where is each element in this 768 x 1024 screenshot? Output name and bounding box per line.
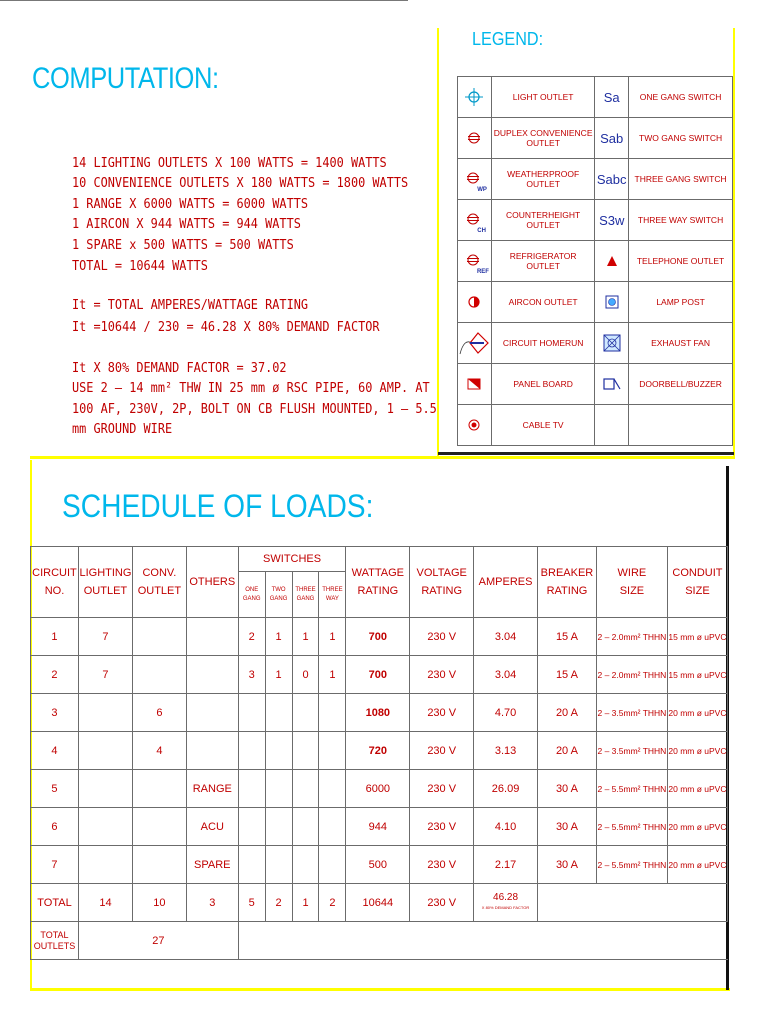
cell-conduit: 15 mm ø uPVC: [667, 656, 727, 694]
wp-subscript: WP: [477, 187, 487, 193]
computation-line: 1 RANGE X 6000 WATTS = 6000 WATTS: [72, 196, 309, 212]
header-two-gang: TWO GANG: [265, 572, 292, 618]
cell-watt: 700: [346, 618, 410, 656]
doorbell-buzzer-icon: [595, 364, 629, 405]
telephone-outlet-icon: [595, 241, 629, 282]
legend-row: [458, 364, 733, 405]
legend-row: [458, 200, 733, 241]
cell-conv: 6: [132, 694, 186, 732]
total-s4: 2: [319, 884, 346, 922]
header-three-way: THREE WAY: [319, 572, 346, 618]
computation-line: USE 2 – 14 mm² THW IN 25 mm ø RSC PIPE, 60 AMP. AT: [72, 380, 430, 396]
cell-no: 6: [31, 808, 79, 846]
cell-light: 7: [78, 618, 132, 656]
header-others: OTHERS: [186, 547, 238, 618]
legend-label: DUPLEX CONVENIENCE OUTLET: [491, 118, 594, 159]
cell-s2: 1: [265, 656, 292, 694]
counterheight-outlet-icon: [458, 200, 492, 241]
cell-s1: [238, 808, 265, 846]
legend-empty: [595, 405, 629, 446]
table-row: [31, 770, 728, 808]
lamp-post-icon: [595, 282, 629, 323]
legend-label: ONE GANG SWITCH: [629, 77, 733, 118]
cell-s2: [265, 694, 292, 732]
cell-conv: [132, 618, 186, 656]
cell-conduit: 20 mm ø uPVC: [667, 808, 727, 846]
legend-label: EXHAUST FAN: [629, 323, 733, 364]
legend-label: PANEL BOARD: [491, 364, 594, 405]
legend-label: AIRCON OUTLET: [491, 282, 594, 323]
switch-symbol: Sa: [595, 77, 629, 118]
switch-symbol: S3w: [595, 200, 629, 241]
legend-row: [458, 241, 733, 282]
header-voltage: VOLTAGE RATING: [410, 547, 474, 618]
header-three-gang: THREE GANG: [292, 572, 319, 618]
cell-wire: 2 – 5.5mm² THHN: [596, 770, 667, 808]
cell-watt: 6000: [346, 770, 410, 808]
cell-conduit: 20 mm ø uPVC: [667, 770, 727, 808]
legend-row: [458, 405, 733, 446]
legend-label: CIRCUIT HOMERUN: [491, 323, 594, 364]
computation-line: 10 CONVENIENCE OUTLETS X 180 WATTS = 1800 WATTS: [72, 175, 409, 191]
cell-brk: 30 A: [538, 770, 597, 808]
legend-label: COUNTERHEIGHT OUTLET: [491, 200, 594, 241]
cell-wire: 2 – 5.5mm² THHN: [596, 808, 667, 846]
header-wire: WIRE SIZE: [596, 547, 667, 618]
cell-brk: 30 A: [538, 808, 597, 846]
schedule-title: SCHEDULE OF LOADS:: [62, 488, 374, 524]
computation-line: 1 AIRCON X 944 WATTS = 944 WATTS: [72, 216, 301, 232]
cell-volt: 230 V: [410, 808, 474, 846]
cell-watt: 944: [346, 808, 410, 846]
computation-line: mm GROUND WIRE: [72, 421, 173, 437]
cell-s4: [319, 732, 346, 770]
cell-conv: [132, 808, 186, 846]
header-conv: CONV. OUTLET: [132, 547, 186, 618]
total-outlets-label: TOTAL OUTLETS: [31, 922, 79, 960]
table-row: [31, 656, 728, 694]
computation-rule: [0, 0, 408, 1]
cell-s3: [292, 770, 319, 808]
refrigerator-outlet-icon: [458, 241, 492, 282]
cell-s2: [265, 770, 292, 808]
table-row: [31, 694, 728, 732]
total-voltage: 230 V: [410, 884, 474, 922]
cell-conv: 4: [132, 732, 186, 770]
cell-s2: [265, 808, 292, 846]
cell-amp: 4.10: [474, 808, 538, 846]
cell-s1: [238, 770, 265, 808]
cell-amp: 4.70: [474, 694, 538, 732]
cell-volt: 230 V: [410, 694, 474, 732]
cell-volt: 230 V: [410, 618, 474, 656]
legend-label: TWO GANG SWITCH: [629, 118, 733, 159]
schedule-border-bottom: [30, 988, 730, 991]
cell-amp: 2.17: [474, 846, 538, 884]
cell-s3: 1: [292, 618, 319, 656]
cell-s2: [265, 846, 292, 884]
switch-symbol: Sabc: [595, 159, 629, 200]
computation-title: COMPUTATION:: [32, 62, 219, 95]
header-conduit: CONDUIT SIZE: [667, 547, 727, 618]
header-lighting: LIGHTING OUTLET: [78, 547, 132, 618]
legend-label: LAMP POST: [629, 282, 733, 323]
cell-volt: 230 V: [410, 732, 474, 770]
cell-s3: 0: [292, 656, 319, 694]
light-outlet-icon: [458, 77, 492, 118]
total-outlets-value: 27: [78, 922, 238, 960]
cell-others: [186, 618, 238, 656]
aircon-outlet-icon: [458, 282, 492, 323]
cell-amp: 3.04: [474, 618, 538, 656]
exhaust-fan-icon: [595, 323, 629, 364]
legend-border-left: [437, 28, 439, 456]
cell-brk: 15 A: [538, 618, 597, 656]
header-amperes: AMPERES: [474, 547, 538, 618]
cell-volt: 230 V: [410, 846, 474, 884]
cell-watt: 700: [346, 656, 410, 694]
cell-amp: 3.13: [474, 732, 538, 770]
cell-no: 4: [31, 732, 79, 770]
cell-light: [78, 770, 132, 808]
legend-label: CABLE TV: [491, 405, 594, 446]
total-lighting: 14: [78, 884, 132, 922]
cell-watt: 500: [346, 846, 410, 884]
table-row: [31, 618, 728, 656]
header-row: [31, 547, 728, 572]
cell-s1: [238, 694, 265, 732]
cell-light: [78, 732, 132, 770]
cell-s1: [238, 846, 265, 884]
table-row: [31, 732, 728, 770]
cell-s1: 3: [238, 656, 265, 694]
cell-watt: 720: [346, 732, 410, 770]
cell-wire: 2 – 5.5mm² THHN: [596, 846, 667, 884]
cell-no: 7: [31, 846, 79, 884]
cell-others: [186, 656, 238, 694]
cell-amp: 3.04: [474, 656, 538, 694]
divider-dark: [438, 452, 734, 455]
table-row: [31, 808, 728, 846]
cell-conduit: 15 mm ø uPVC: [667, 618, 727, 656]
cell-s4: 1: [319, 656, 346, 694]
cell-s4: [319, 770, 346, 808]
total-s2: 2: [265, 884, 292, 922]
cell-light: [78, 846, 132, 884]
legend-row: [458, 159, 733, 200]
legend-border-right: [733, 28, 735, 456]
computation-line: It =10644 / 230 = 46.28 X 80% DEMAND FACTOR: [72, 319, 380, 335]
legend-row: [458, 323, 733, 364]
total-outlets-row: [31, 922, 728, 960]
legend-row: [458, 118, 733, 159]
header-wattage: WATTAGE RATING: [346, 547, 410, 618]
computation-line: TOTAL = 10644 WATTS: [72, 258, 208, 274]
total-amp-note: X 80% DEMAND FACTOR: [481, 905, 530, 910]
cell-no: 3: [31, 694, 79, 732]
cell-s3: [292, 808, 319, 846]
total-conv: 10: [132, 884, 186, 922]
cell-wire: 2 – 3.5mm² THHN: [596, 732, 667, 770]
cell-conv: [132, 656, 186, 694]
cell-light: [78, 808, 132, 846]
computation-line: 1 SPARE x 500 WATTS = 500 WATTS: [72, 237, 294, 253]
computation-line: 14 LIGHTING OUTLETS X 100 WATTS = 1400 WATTS: [72, 155, 387, 171]
cell-wire: 2 – 3.5mm² THHN: [596, 694, 667, 732]
total-amperes: [474, 884, 538, 922]
header-circuit: CIRCUIT NO.: [31, 547, 79, 618]
cell-others: [186, 732, 238, 770]
cell-wire: 2 – 2.0mm² THHN: [596, 618, 667, 656]
total-s1: 5: [238, 884, 265, 922]
computation-line: 100 AF, 230V, 2P, BOLT ON CB FLUSH MOUNTED, 1 – 5.5: [72, 401, 437, 417]
table-row: [31, 846, 728, 884]
ch-subscript: CH: [477, 228, 486, 234]
cell-no: 2: [31, 656, 79, 694]
header-one-gang: ONE GANG: [238, 572, 265, 618]
cell-volt: 230 V: [410, 770, 474, 808]
cell-others: ACU: [186, 808, 238, 846]
schedule-table: [30, 546, 728, 960]
switch-symbol: Sab: [595, 118, 629, 159]
cell-conduit: 20 mm ø uPVC: [667, 846, 727, 884]
cell-s2: 1: [265, 618, 292, 656]
panel-board-icon: [458, 364, 492, 405]
cell-amp: 26.09: [474, 770, 538, 808]
weatherproof-outlet-icon: [458, 159, 492, 200]
legend-label: WEATHERPROOF OUTLET: [491, 159, 594, 200]
ref-subscript: REF: [476, 269, 489, 275]
cell-s1: 2: [238, 618, 265, 656]
cell-no: 1: [31, 618, 79, 656]
legend-label: REFRIGERATOR OUTLET: [491, 241, 594, 282]
legend-label: LIGHT OUTLET: [491, 77, 594, 118]
computation-line: It = TOTAL AMPERES/WATTAGE RATING: [72, 297, 309, 313]
cell-wire: 2 – 2.0mm² THHN: [596, 656, 667, 694]
legend-label: DOORBELL/BUZZER: [629, 364, 733, 405]
cell-conduit: 20 mm ø uPVC: [667, 694, 727, 732]
cell-volt: 230 V: [410, 656, 474, 694]
cell-brk: 20 A: [538, 732, 597, 770]
cell-s1: [238, 732, 265, 770]
cell-light: 7: [78, 656, 132, 694]
legend-row: [458, 77, 733, 118]
total-blank: [538, 884, 728, 922]
cell-s2: [265, 732, 292, 770]
cell-watt: 1080: [346, 694, 410, 732]
cell-no: 5: [31, 770, 79, 808]
cell-brk: 30 A: [538, 846, 597, 884]
legend-label: THREE GANG SWITCH: [629, 159, 733, 200]
total-wattage: 10644: [346, 884, 410, 922]
cell-conv: [132, 770, 186, 808]
cell-brk: 20 A: [538, 694, 597, 732]
legend-table: [457, 76, 733, 446]
legend-label: TELEPHONE OUTLET: [629, 241, 733, 282]
cell-others: RANGE: [186, 770, 238, 808]
computation-line: It X 80% DEMAND FACTOR = 37.02: [72, 360, 287, 376]
cell-s4: [319, 846, 346, 884]
cell-others: [186, 694, 238, 732]
total-row: [31, 884, 728, 922]
total-others: 3: [186, 884, 238, 922]
cell-conv: [132, 846, 186, 884]
cell-conduit: 20 mm ø uPVC: [667, 732, 727, 770]
legend-title: LEGEND:: [472, 29, 544, 49]
cell-s3: [292, 846, 319, 884]
total-label: TOTAL: [31, 884, 79, 922]
cell-s3: [292, 694, 319, 732]
cable-tv-icon: [458, 405, 492, 446]
legend-label: THREE WAY SWITCH: [629, 200, 733, 241]
cell-s3: [292, 732, 319, 770]
cell-brk: 15 A: [538, 656, 597, 694]
duplex-outlet-icon: [458, 118, 492, 159]
circuit-homerun-icon: [458, 323, 492, 364]
cell-s4: [319, 694, 346, 732]
legend-empty: [629, 405, 733, 446]
header-breaker: BREAKER RATING: [538, 547, 597, 618]
legend-row: [458, 282, 733, 323]
total-outlets-blank: [238, 922, 727, 960]
total-amp-value: 46.28: [493, 892, 519, 903]
cell-s4: 1: [319, 618, 346, 656]
cell-light: [78, 694, 132, 732]
total-s3: 1: [292, 884, 319, 922]
cell-others: SPARE: [186, 846, 238, 884]
divider-horizontal: [30, 456, 735, 459]
cell-s4: [319, 808, 346, 846]
header-switches: SWITCHES: [238, 547, 346, 572]
